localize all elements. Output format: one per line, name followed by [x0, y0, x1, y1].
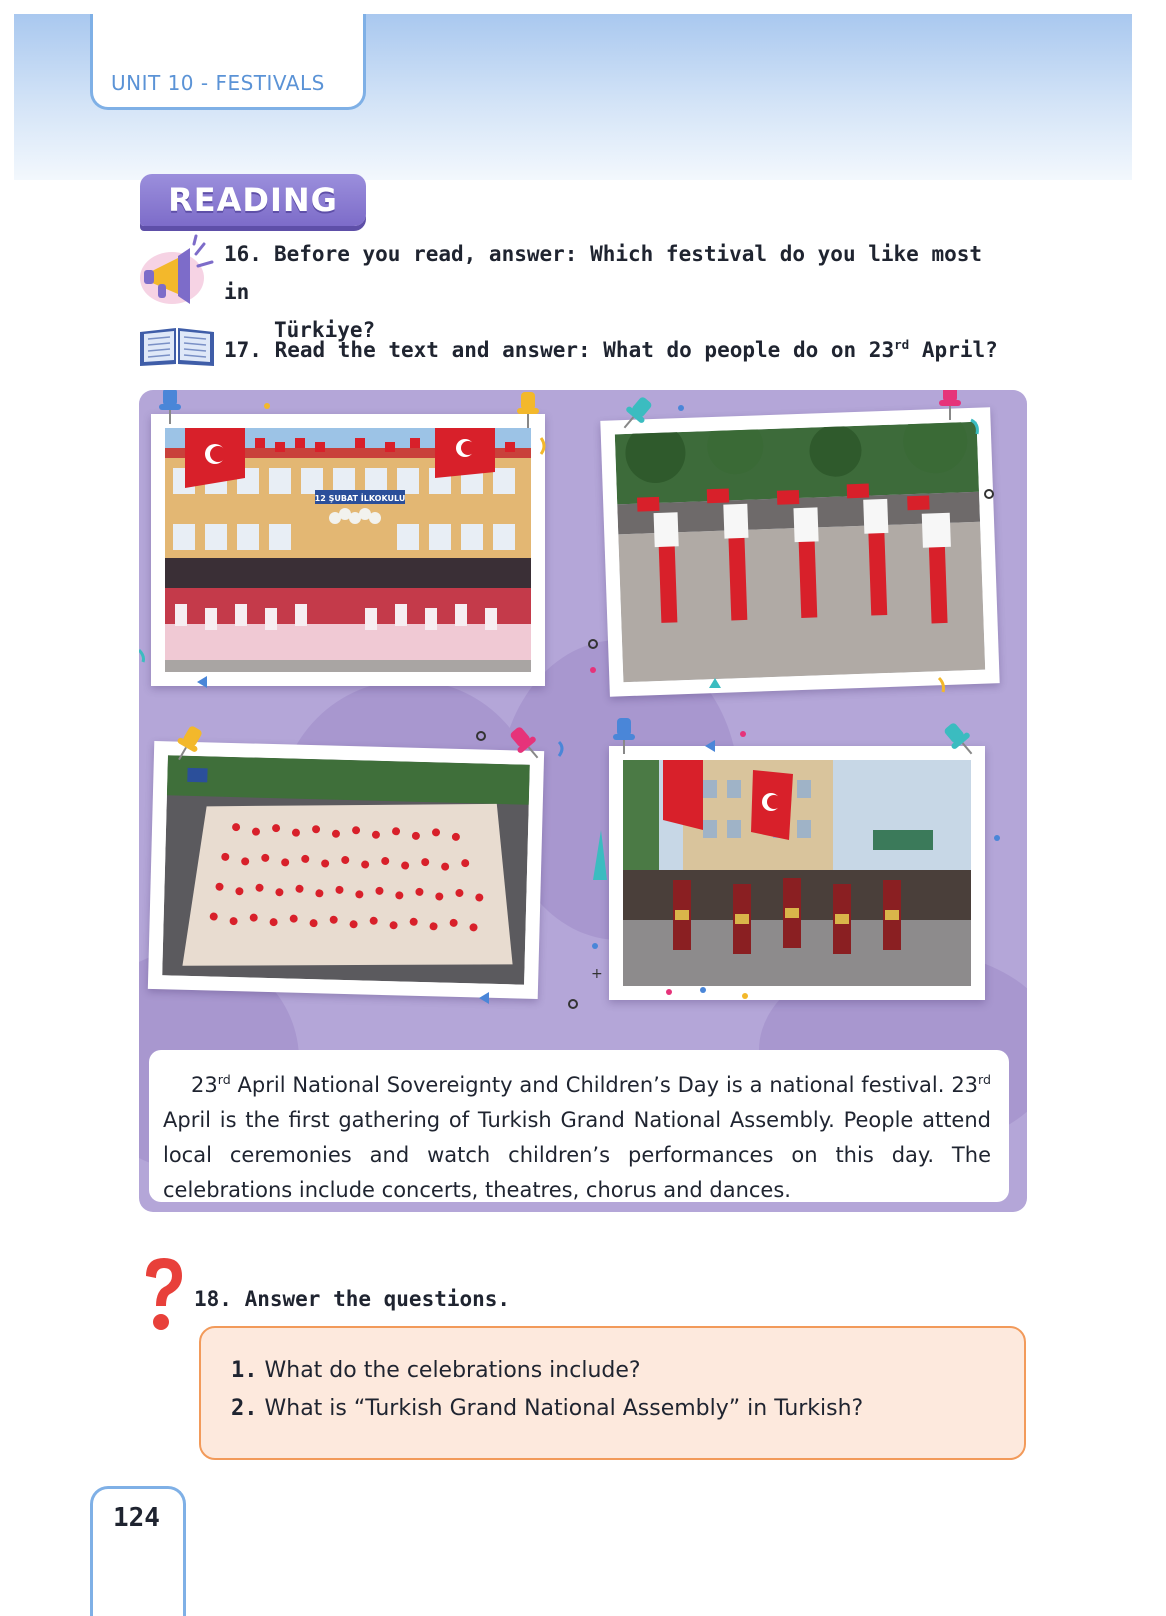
question-16-line2: Türkiye?	[274, 318, 376, 342]
passage-p2-b: April is the first gathering of Turkish Grand National Assembly. People attend local ceremonies and watch children’s performances on this day. The celebrations include concerts, theatres, chorus and dances.	[163, 1108, 991, 1202]
unit-label: UNIT 10 - FESTIVALS	[111, 71, 325, 95]
book-icon	[138, 324, 216, 368]
question-16-number: 16.	[224, 242, 262, 266]
question-17-text-after: April?	[909, 338, 998, 362]
question-17	[224, 326, 1004, 369]
megaphone-icon	[138, 232, 220, 308]
answer-question-2-text: What is “Turkish Grand National Assembly” in Turkish?	[264, 1396, 864, 1421]
page-number-tab	[90, 1486, 186, 1616]
question-18: 18. Answer the questions.	[194, 1287, 511, 1311]
question-mark-icon	[140, 1256, 186, 1336]
passage-p2-a: 23	[951, 1073, 979, 1097]
passage-p1-a: 23	[191, 1073, 218, 1097]
unit-tab	[90, 14, 366, 110]
question-17-text-before: 17. Read the text and answer: What do people do on 23	[224, 338, 895, 362]
answer-question-1-number: 1.	[231, 1358, 258, 1383]
answer-question-2-number: 2.	[231, 1396, 258, 1421]
passage-p2-sup: rd	[978, 1072, 991, 1087]
reading-passage	[149, 1050, 1009, 1202]
question-16-line1: Before you read, answer: Which festival do you like most in	[224, 242, 983, 304]
answer-questions-box	[199, 1326, 1026, 1460]
answer-question-2	[231, 1390, 994, 1428]
school-sign: 12 ŞUBAT İLKOKULU	[314, 494, 406, 503]
answer-question-1	[231, 1352, 994, 1390]
page-number: 124	[113, 1503, 160, 1533]
passage-p1-b: April National Sovereignty and Children’s Day is a national festival.	[230, 1073, 952, 1097]
reading-section-badge	[140, 174, 366, 226]
section-title: READING	[168, 181, 338, 219]
question-17-sup: rd	[894, 337, 910, 352]
svg-text:+: +	[591, 966, 603, 982]
passage-p1-sup: rd	[217, 1072, 231, 1087]
answer-question-1-text: What do the celebrations include?	[264, 1358, 641, 1383]
